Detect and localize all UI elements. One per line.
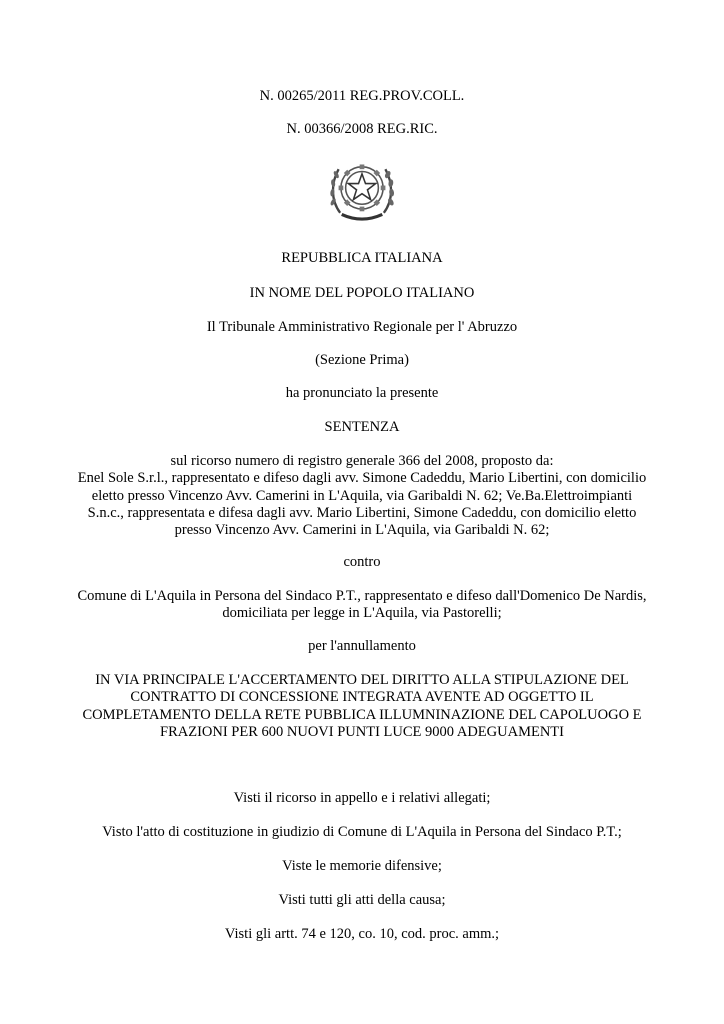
respondent-line: Comune di L'Aquila in Persona del Sindaco P.T., rappresentato e difeso dall'Domenico De Nardis, (77, 588, 647, 604)
appeal-line: eletto presso Vincenzo Avv. Camerini in L'Aquila, via Garibaldi N. 62; Ve.Ba.Elettroimpianti (91, 487, 633, 504)
object-line: COMPLETAMENTO DELLA RETE PUBBLICA ILLUMNINAZIONE DEL CAPOLUOGO E (82, 706, 642, 723)
appeal-line: S.n.c., rappresentata e difesa dagli avv. Mario Libertini, Simone Cadeddu, con domicilio eletto (87, 504, 637, 521)
visti-item: Visti gli artt. 74 e 120, co. 10, cod. proc. amm.; (224, 926, 500, 942)
pronounced-text: ha pronunciato la presente (285, 385, 439, 401)
respondent-line: domiciliata per legge in L'Aquila, via Pastorelli; (222, 605, 502, 622)
reg-ric-number: N. 00366/2008 REG.RIC. (286, 121, 438, 137)
purpose-label: per l'annullamento (308, 638, 416, 654)
respondent-paragraph (62, 588, 662, 623)
court-section: (Sezione Prima) (315, 352, 409, 368)
object-line: CONTRATTO DI CONCESSIONE INTEGRATA AVENTE AD OGGETTO IL (130, 689, 594, 706)
in-name-heading: IN NOME DEL POPOLO ITALIANO (249, 285, 475, 301)
object-paragraph (62, 672, 662, 741)
visti-item: Viste le memorie difensive; (282, 858, 442, 874)
visti-item: Visti tutti gli atti della causa; (278, 892, 446, 908)
appeal-line: Enel Sole S.r.l., rappresentato e difeso dagli avv. Simone Cadeddu, Mario Libertini, con domicilio (77, 470, 647, 487)
reg-prov-coll-number: N. 00265/2011 REG.PROV.COLL. (259, 88, 465, 104)
appeal-parties-paragraph (62, 453, 662, 539)
against-label: contro (343, 554, 381, 570)
visti-item: Visti il ricorso in appello e i relativi allegati; (233, 790, 491, 806)
appeal-line: sul ricorso numero di registro generale 366 del 2008, proposto da: (170, 453, 554, 469)
visti-item: Visto l'atto di costituzione in giudizio di Comune di L'Aquila in Persona del Sindaco P.T.; (102, 824, 622, 840)
document-type: SENTENZA (324, 419, 400, 435)
appeal-line: presso Vincenzo Avv. Camerini in L'Aquila, via Garibaldi N. 62; (174, 522, 550, 539)
court-name: Il Tribunale Amministrativo Regionale per l' Abruzzo (206, 319, 518, 335)
republic-heading: REPUBBLICA ITALIANA (281, 250, 443, 266)
object-line: IN VIA PRINCIPALE L'ACCERTAMENTO DEL DIRITTO ALLA STIPULAZIONE DEL (95, 672, 629, 688)
object-line: FRAZIONI PER 600 NUOVI PUNTI LUCE 9000 ADEGUAMENTI (160, 723, 564, 740)
italian-republic-emblem-icon (323, 152, 401, 230)
